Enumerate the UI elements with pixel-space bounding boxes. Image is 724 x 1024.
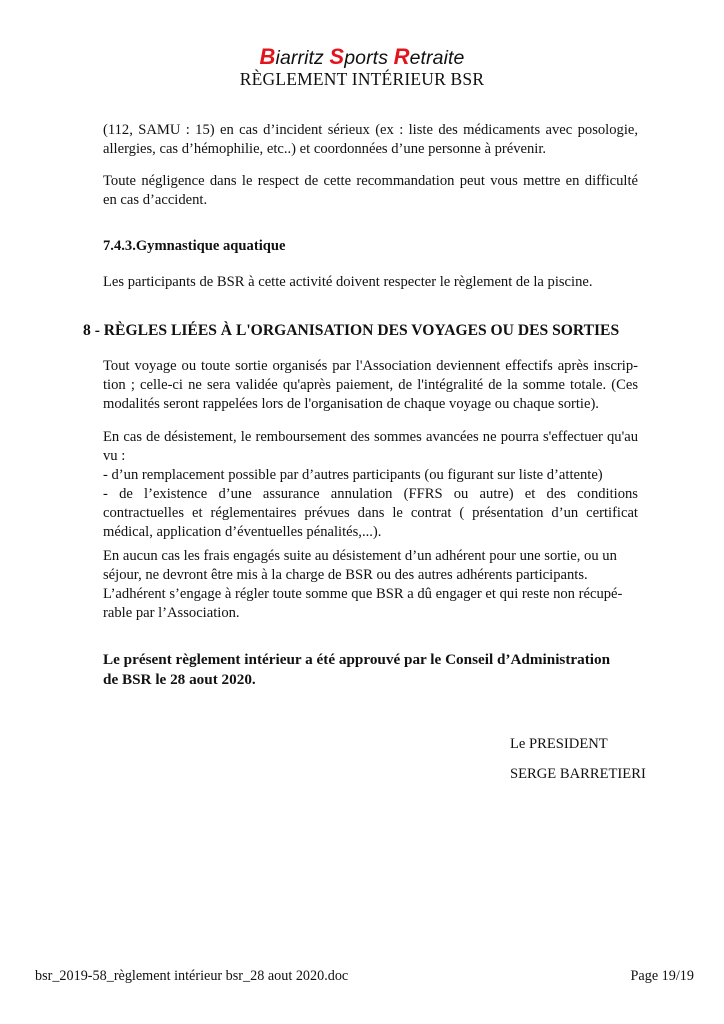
text-line: de BSR le 28 aout 2020.	[103, 671, 256, 688]
brand-word-rest: ports	[344, 47, 394, 69]
footer-filename: bsr_2019-58_règlement intérieur bsr_28 aout 2020.doc	[35, 968, 349, 984]
paragraph-emergency-info	[103, 121, 638, 159]
text-line: vu :	[103, 448, 126, 464]
text-line: modalités seront rappelées lors de l'organisation de chaque voyage ou chaque sortie).	[103, 396, 599, 412]
paragraph-gymnastique: Les participants de BSR à cette activité doivent respecter le règlement de la piscine.	[103, 274, 593, 290]
text-line: - de l’existence d’une assurance annulation (FFRS ou autre) et des conditions	[103, 486, 638, 502]
signature-role: Le PRESIDENT	[510, 736, 608, 752]
text-line: séjour, ne devront être mis à la charge de BSR ou des autres adhérents participants.	[103, 567, 588, 583]
text-line: contractuelles et réglementaires prévues dans le contrat ( présentation d’un certificat	[103, 505, 638, 521]
brand-initial-b: B	[259, 44, 276, 69]
text-line: En cas de désistement, le remboursement des sommes avancées ne pourra s'effectuer qu'au	[103, 429, 638, 445]
brand-initial-r: R	[393, 44, 410, 69]
text-line: Le présent règlement intérieur a été approuvé par le Conseil d’Administration	[103, 651, 611, 668]
brand-title	[0, 44, 724, 70]
text-line: Tout voyage ou toute sortie organisés par l'Association deviennent effectifs après inscrip-	[103, 358, 638, 374]
text-line: en cas d’accident.	[103, 192, 208, 208]
brand-word-rest: iarritz	[275, 47, 330, 69]
text-line: tion ; celle-ci ne sera validée qu'après paiement, de l'intégralité de la somme totale. (Ces	[103, 377, 638, 393]
text-line: - d’un remplacement possible par d’autres participants (ou figurant sur liste d’attente)	[103, 467, 603, 483]
paragraph-desistement	[103, 428, 638, 542]
text-line: Toute négligence dans le respect de cette recommandation peut vous mettre en difficulté	[103, 173, 638, 189]
section-8-title: 8 - RÈGLES LIÉES À L'ORGANISATION DES VOYAGES OU DES SORTIES	[83, 322, 620, 339]
subsection-title-gymnastique: 7.4.3.Gymnastique aquatique	[103, 238, 286, 254]
text-line: (112, SAMU : 15) en cas d’incident sérieux (ex : liste des médicaments avec posologie,	[103, 122, 638, 138]
footer-page-number: Page 19/19	[630, 968, 694, 984]
approval-statement	[103, 650, 638, 690]
text-line: L’adhérent s’engage à régler toute somme que BSR a dû engager et qui reste non récupé-	[103, 586, 623, 602]
paragraph-negligence	[103, 172, 638, 210]
signature-name: SERGE BARRETIERI	[510, 766, 646, 782]
text-line: En aucun cas les frais engagés suite au désistement d’un adhérent pour une sortie, ou un	[103, 548, 617, 564]
text-line: rable par l’Association.	[103, 605, 240, 621]
paragraph-inscription	[103, 357, 638, 414]
paragraph-frais	[103, 547, 638, 623]
text-line: allergies, cas d’hémophilie, etc..) et coordonnées d’une personne à prévenir.	[103, 141, 547, 157]
brand-initial-s: S	[329, 44, 345, 69]
brand-word-rest: etraite	[409, 47, 465, 69]
document-subtitle: RÈGLEMENT INTÉRIEUR BSR	[239, 69, 485, 89]
text-line: médical, application d’éventuelles pénalités,...).	[103, 524, 382, 540]
